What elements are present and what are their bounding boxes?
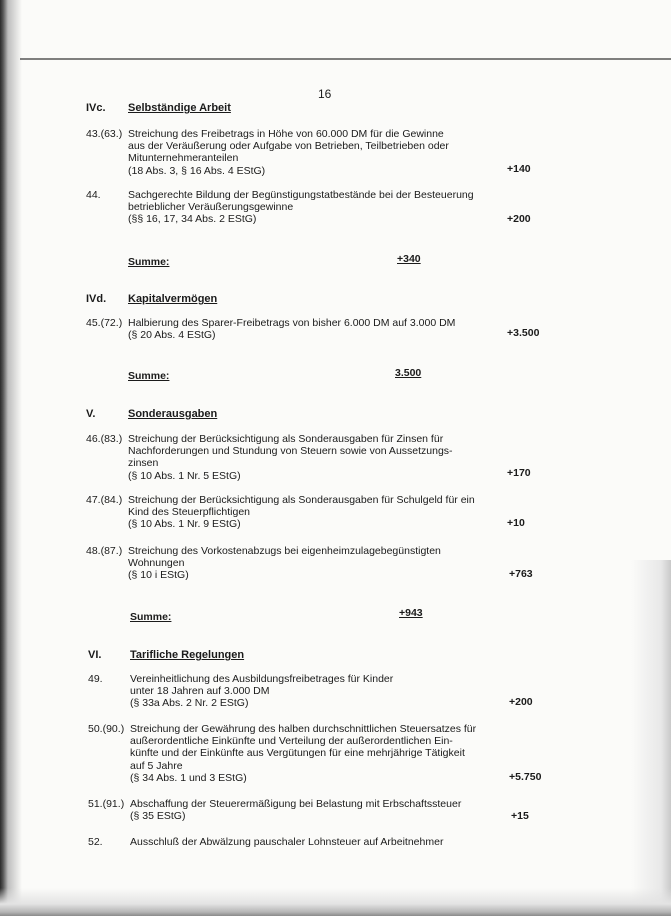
item-line: (18 Abs. 3, § 16 Abs. 4 EStG) bbox=[128, 164, 266, 177]
item-line: Abschaffung der Steuerermäßigung bei Belastung mit Erbschaftssteuer bbox=[130, 798, 462, 810]
item-line: Streichung der Berücksichtigung als Sonderausgaben für Zinsen für bbox=[128, 433, 444, 445]
item-line: Streichung der Gewährung des halben durchschnittlichen Steuersatzes für bbox=[130, 723, 477, 735]
sum-value-v: +943 bbox=[399, 607, 423, 619]
sum-label-v: Summe: bbox=[130, 611, 172, 623]
item-number: 48.(87.) bbox=[86, 545, 123, 557]
page-number: 16 bbox=[318, 87, 332, 101]
item-line: künfte und der Einkünfte aus Vergütungen für eine mehrjährige Tätigkeit bbox=[130, 747, 465, 760]
scan-edge-left bbox=[0, 0, 22, 916]
item-line: Streichung des Vorkostenabzugs bei eigenheimzulagebegünstigten bbox=[128, 545, 441, 557]
item-line: (§ 10 Abs. 1 Nr. 9 EStG) bbox=[128, 518, 241, 531]
item-line: (§§ 16, 17, 34 Abs. 2 EStG) bbox=[128, 213, 257, 226]
sum-label-ivc: Summe: bbox=[128, 256, 170, 268]
item-line: (§ 35 EStG) bbox=[130, 810, 186, 823]
item-line: betrieblicher Veräußerungsgewinne bbox=[128, 201, 294, 214]
item-line: auf 5 Jahre bbox=[130, 759, 183, 772]
item-45-amount: +3.500 bbox=[507, 327, 540, 339]
item-line: unter 18 Jahren auf 3.000 DM bbox=[130, 685, 270, 698]
section-title: Tarifliche Regelungen bbox=[130, 649, 245, 661]
item-line: (§ 33a Abs. 2 Nr. 2 EStG) bbox=[130, 697, 249, 710]
item-number: 46.(83.) bbox=[86, 433, 123, 445]
item-line: Kind des Steuerpflichtigen bbox=[128, 506, 250, 519]
scan-top-line bbox=[20, 58, 671, 60]
section-title: Selbständige Arbeit bbox=[128, 102, 231, 114]
item-line: Ausschluß der Abwälzung pauschaler Lohnsteuer auf Arbeitnehmer bbox=[130, 836, 444, 848]
item-line: (§ 10 Abs. 1 Nr. 5 EStG) bbox=[128, 469, 241, 482]
item-number: 44. bbox=[86, 189, 101, 201]
item-line: Vereinheitlichung des Ausbildungsfreibetrages für Kinder bbox=[130, 673, 394, 685]
item-line: (§ 20 Abs. 4 EStG) bbox=[128, 329, 216, 342]
scan-edge-bottom bbox=[0, 888, 671, 916]
item-line: aus der Veräußerung oder Aufgabe von Betrieben, Teilbetrieben oder bbox=[128, 140, 449, 153]
section-title: Kapitalvermögen bbox=[128, 293, 218, 305]
sum-value-ivd: 3.500 bbox=[395, 367, 422, 379]
item-number: 51.(91.) bbox=[88, 798, 125, 810]
item-43-amount: +140 bbox=[507, 163, 531, 175]
item-number: 45.(72.) bbox=[86, 317, 123, 329]
item-line: zinsen bbox=[128, 457, 159, 470]
item-number: 50.(90.) bbox=[88, 723, 125, 735]
item-line: Sachgerechte Bildung der Begünstigungstatbestände bei der Besteuerung bbox=[128, 189, 474, 201]
item-line: Halbierung des Sparer-Freibetrags von bisher 6.000 DM auf 3.000 DM bbox=[128, 317, 456, 329]
item-line: (§ 34 Abs. 1 und 3 EStG) bbox=[130, 771, 247, 784]
section-number: IVd. bbox=[86, 293, 107, 305]
scan-edge-right bbox=[631, 560, 671, 916]
item-48-amount: +763 bbox=[509, 568, 533, 580]
item-line: Wohnungen bbox=[128, 557, 185, 570]
sum-value-ivc: +340 bbox=[397, 253, 421, 265]
section-number: V. bbox=[86, 408, 96, 420]
item-number: 47.(84.) bbox=[86, 494, 123, 506]
sum-label-ivd: Summe: bbox=[128, 370, 170, 382]
item-51-amount: +15 bbox=[511, 810, 529, 822]
item-line: außerordentliche Einkünfte und Verteilung der außerordentlichen Ein- bbox=[130, 735, 453, 748]
item-line: Streichung der Berücksichtigung als Sonderausgaben für Schulgeld für ein bbox=[128, 494, 475, 506]
item-47-amount: +10 bbox=[507, 517, 525, 529]
section-number: VI. bbox=[88, 649, 102, 661]
item-49-amount: +200 bbox=[509, 696, 533, 708]
item-46-amount: +170 bbox=[507, 467, 531, 479]
section-number: IVc. bbox=[86, 102, 106, 114]
item-number: 52. bbox=[88, 836, 103, 848]
item-line: Nachforderungen und Stundung von Steuern sowie von Aussetzungs- bbox=[128, 445, 453, 458]
item-line: Mitunternehmeranteilen bbox=[128, 152, 239, 165]
item-44-amount: +200 bbox=[507, 213, 531, 225]
section-title: Sonderausgaben bbox=[128, 408, 218, 420]
item-number: 49. bbox=[88, 673, 103, 685]
item-line: Streichung des Freibetrags in Höhe von 60.000 DM für die Gewinne bbox=[128, 128, 444, 140]
item-line: (§ 10 i EStG) bbox=[128, 569, 189, 582]
item-50-amount: +5.750 bbox=[509, 771, 542, 783]
item-number: 43.(63.) bbox=[86, 128, 123, 140]
